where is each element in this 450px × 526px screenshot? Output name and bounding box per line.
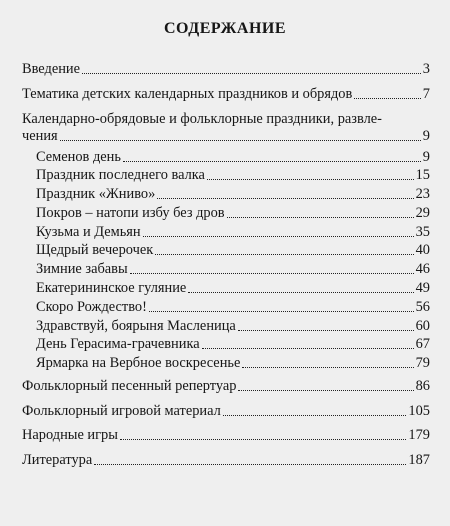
toc-entry-page: 67 (415, 336, 430, 352)
toc-entry-page: 35 (415, 224, 430, 240)
dot-leader (149, 311, 414, 312)
toc-subentry (36, 336, 430, 353)
toc-entry-song-repertoire (22, 378, 430, 395)
toc-entry-page: 9 (422, 149, 430, 165)
toc-entry-label: Екатерининское гуляние (36, 280, 187, 296)
toc-entry-folk-games (22, 427, 430, 444)
toc-subentry (36, 186, 430, 203)
toc-entry-page: 3 (422, 61, 430, 77)
toc-subentry (36, 261, 430, 278)
toc-entry-page: 187 (408, 452, 430, 468)
toc-entry-label-continuation: чения (22, 128, 58, 144)
toc-subentry (36, 242, 430, 259)
toc-entry-label: Праздник «Жниво» (36, 186, 156, 202)
toc-entry-introduction (22, 61, 430, 78)
toc-entry-page: 49 (415, 280, 430, 296)
toc-entry-label: Ярмарка на Вербное воскресенье (36, 355, 241, 371)
toc-entry-page: 9 (422, 128, 430, 144)
toc-entry-page: 29 (415, 205, 430, 221)
toc-entry-label: Семенов день (36, 149, 121, 165)
dot-leader (223, 415, 407, 416)
dot-leader (227, 217, 414, 218)
toc-entry-label: Введение (22, 61, 81, 77)
dot-leader (188, 292, 413, 293)
toc-entry-label: Литература (22, 452, 93, 468)
toc-entry-label: День Герасима-грачевника (36, 336, 200, 352)
toc-subentry (36, 299, 430, 316)
dot-leader (143, 236, 414, 237)
dot-leader (157, 198, 413, 199)
dot-leader (82, 73, 421, 74)
dot-leader (242, 367, 413, 368)
toc-subentry (36, 167, 430, 184)
toc-entry-page: 105 (408, 403, 430, 419)
dot-leader (120, 439, 407, 440)
toc-entry-label: Фольклорный песенный репертуар (22, 378, 237, 394)
toc-entry-label: Фольклорный игровой материал (22, 403, 221, 419)
toc-entry-page: 23 (415, 186, 430, 202)
toc-entry-label: Покров – натопи избу без дров (36, 205, 225, 221)
toc-subentry (36, 318, 430, 335)
toc-entry-page: 86 (415, 378, 430, 394)
toc-entry-label: Тематика детских календарных праздников и обрядов (22, 86, 353, 102)
dot-leader (207, 179, 414, 180)
toc-subentry (36, 205, 430, 222)
dot-leader (60, 140, 421, 141)
toc-entry-page: 15 (415, 167, 430, 183)
toc-subentry (36, 280, 430, 297)
toc-entry-game-material (22, 403, 430, 420)
toc-entry-label: Праздник последнего валка (36, 167, 205, 183)
toc-entry-page: 7 (422, 86, 430, 102)
toc-entry-label: Скоро Рождество! (36, 299, 147, 315)
toc-entry-literature (22, 452, 430, 469)
dot-leader (94, 464, 406, 465)
toc-entry-page: 56 (415, 299, 430, 315)
toc-entry-themes (22, 86, 430, 103)
toc-entry-label: Здравствуй, боярыня Масленица (36, 318, 236, 334)
toc-subentry (36, 355, 430, 372)
dot-leader (238, 330, 414, 331)
dot-leader (123, 161, 421, 162)
toc-entry-page: 60 (415, 318, 430, 334)
toc-entry-page: 46 (415, 261, 430, 277)
toc-entry-page: 179 (408, 427, 430, 443)
toc-entry-label: Кузьма и Демьян (36, 224, 141, 240)
toc-entry-label: Щедрый вечерочек (36, 242, 154, 258)
dot-leader (155, 254, 413, 255)
toc-entry-holidays-line1: Календарно-обрядовые и фольклорные праздники, развле- (22, 111, 382, 127)
toc-entry-page: 40 (415, 242, 430, 258)
toc-subentry (36, 149, 430, 166)
toc-entry-page: 79 (415, 355, 430, 371)
toc-entry-label: Народные игры (22, 427, 118, 443)
toc-entry-label: Зимние забавы (36, 261, 128, 277)
dot-leader (354, 98, 421, 99)
dot-leader (130, 273, 414, 274)
dot-leader (202, 348, 414, 349)
dot-leader (238, 390, 413, 391)
toc-subentry (36, 224, 430, 241)
page-title: СОДЕРЖАНИЕ (163, 20, 287, 37)
toc-entry-holidays (22, 128, 430, 145)
